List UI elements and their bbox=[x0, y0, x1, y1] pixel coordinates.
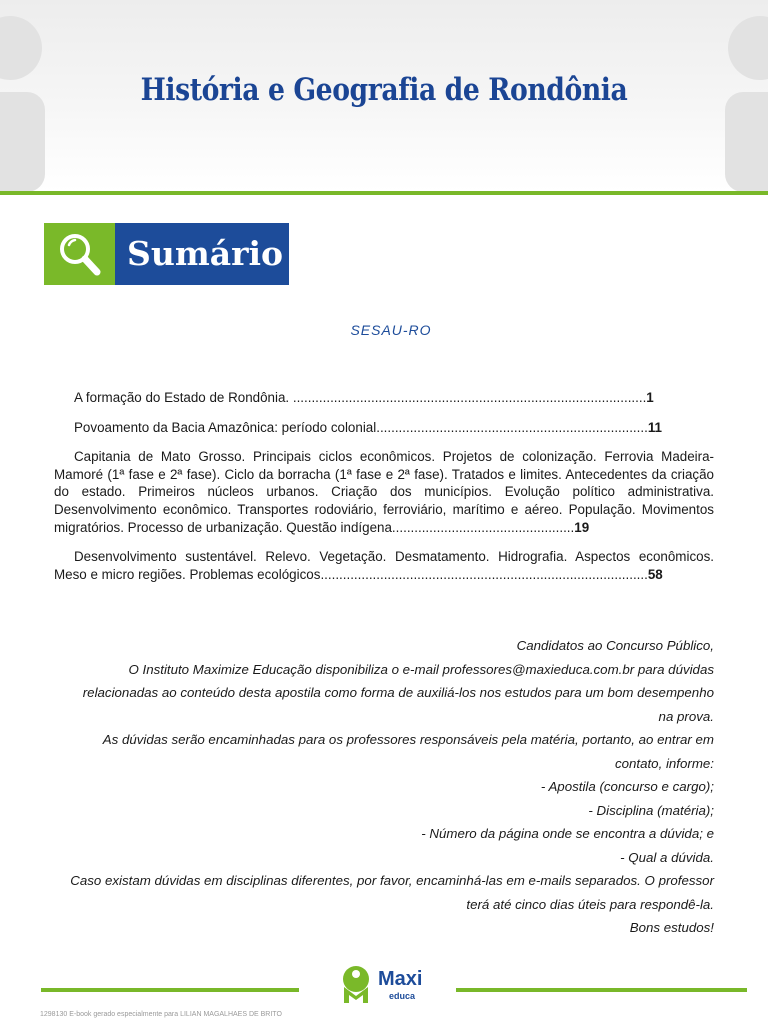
notice-list-item: - Número da página onde se encontra a dúvida; e bbox=[421, 826, 714, 841]
notice-list-item: - Disciplina (matéria); bbox=[588, 802, 714, 818]
toc-leader-dots: ................................................ bbox=[395, 519, 575, 535]
toc-leader-dots: ....................................................................................... bbox=[324, 566, 648, 582]
logo-tagline: educa bbox=[389, 991, 416, 1001]
footer-divider-right bbox=[456, 988, 747, 992]
maxi-logo-icon bbox=[336, 965, 376, 1005]
page-header bbox=[0, 0, 768, 192]
header-divider bbox=[0, 191, 768, 195]
table-of-contents bbox=[54, 389, 714, 595]
notice-paragraph: As dúvidas serão encaminhadas para os professores responsáveis pela matéria, portanto, ao entrar em contato, informe: bbox=[102, 732, 714, 771]
toc-page-number: 58 bbox=[647, 566, 663, 582]
toc-page-number: 19 bbox=[574, 519, 590, 535]
toc-leader-dots: ........................................................................ bbox=[379, 419, 648, 435]
notice-paragraph: O Instituto Maximize Educação disponibiliza o e-mail professores@maxieduca.com.br para dúvidas relacionadas ao conteúdo desta apostila como forma de auxiliá-los nos estudos para um bom desempenho na prova. bbox=[82, 661, 714, 724]
banner-icon-box bbox=[44, 223, 115, 285]
toc-leader-dots: ............................................................................................... bbox=[292, 390, 647, 405]
toc-entry-text: Povoamento da Bacia Amazônica: período colonial. bbox=[74, 419, 380, 435]
toc-entry-text: Desenvolvimento sustentável. Relevo. Vegetação. Desmatamento. Hidrografia. Aspectos econômicos. Meso e micro regiões. Problemas ecológicos. bbox=[54, 549, 714, 582]
section-title: Sumário bbox=[115, 223, 289, 285]
notice-greeting: Candidatos ao Concurso Público, bbox=[516, 638, 714, 653]
toc-entry[interactable] bbox=[54, 548, 714, 583]
exam-name: SESAU-RO bbox=[350, 322, 432, 338]
ebook-credit: 1298130 E-book gerado especialmente para LILIAN MAGALHAES DE BRITO bbox=[40, 1011, 282, 1018]
document-title: História e Geografia de Rondônia bbox=[140, 72, 628, 108]
toc-entry[interactable] bbox=[54, 448, 714, 536]
logo-wordmark: Maxi bbox=[378, 968, 423, 990]
toc-entry-text: Capitania de Mato Grosso. Principais ciclos econômicos. Projetos de colonização. Ferrovia Madeira-Mamoré (1ª fase e 2ª fase). Ciclo da borracha (1ª fase e 2ª fase). Tratados e limites. Antecedentes da criação do estado. Primeiros núcleos urbanos. Criação dos municípios. Evolução político administrativa. Desenvolvimento econômico. Transportes rodoviário, ferroviário, marítimo e aéreo. População. Movimentos migratórios. Processo de urbanização. Questão indígena. bbox=[54, 449, 714, 535]
notice-paragraph: Caso existam dúvidas em disciplinas diferentes, por favor, encaminhá-las em e-mails separados. O professor terá até cinco dias úteis para respondê-la. bbox=[70, 873, 714, 912]
maxi-educa-logo bbox=[336, 965, 436, 1005]
section-banner bbox=[44, 223, 289, 285]
notice-list-item: - Apostila (concurso e cargo); bbox=[540, 779, 714, 794]
background-logo-mark-right bbox=[705, 0, 768, 192]
toc-entry[interactable] bbox=[54, 389, 714, 407]
toc-page-number: 1 bbox=[646, 390, 654, 405]
toc-page-number: 11 bbox=[647, 419, 662, 435]
notice-closing: Bons estudos! bbox=[629, 920, 714, 935]
candidate-notice bbox=[70, 634, 714, 940]
footer-divider-left bbox=[41, 988, 299, 992]
notice-list-item: - Qual a dúvida. bbox=[620, 849, 714, 865]
magnifier-icon bbox=[44, 223, 115, 285]
toc-entry-text: A formação do Estado de Rondônia. bbox=[74, 390, 293, 405]
toc-entry[interactable] bbox=[54, 419, 714, 437]
